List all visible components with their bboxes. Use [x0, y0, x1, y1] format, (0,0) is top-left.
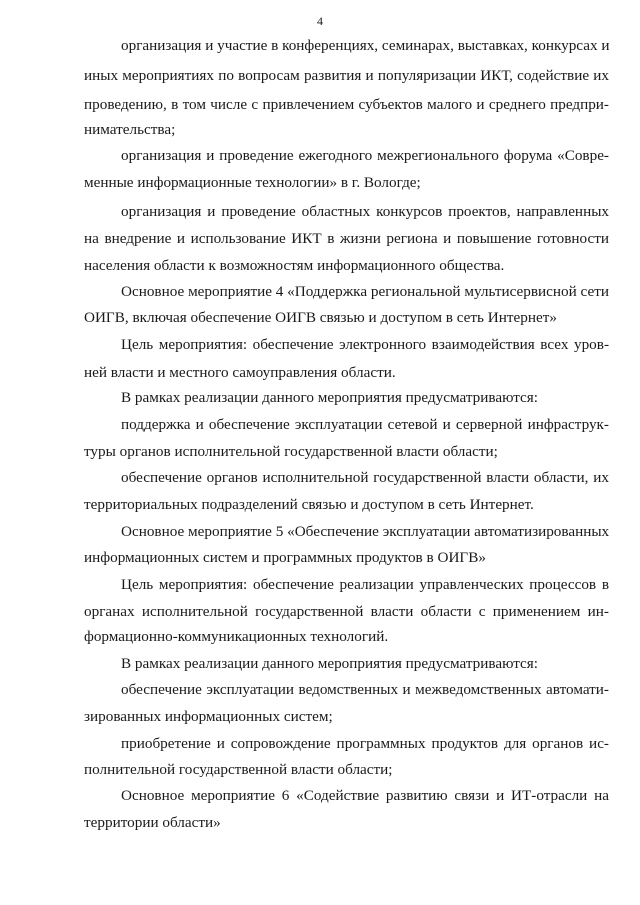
- text-line: формационно-коммуникационных технологий.: [84, 628, 389, 645]
- text-line: организация и проведение областных конкурсов проектов, направленных: [121, 203, 609, 220]
- text-line: обеспечение эксплуатации ведомственных и межведомственных автомати-: [121, 681, 609, 698]
- text-line: поддержка и обеспечение эксплуатации сетевой и серверной инфраструк-: [121, 416, 609, 433]
- text-line: ней власти и местного самоуправления области.: [84, 364, 396, 381]
- text-line: ОИГВ, включая обеспечение ОИГВ связью и доступом в сеть Интернет»: [84, 309, 557, 326]
- text-line: менные информационные технологии» в г. Вологде;: [84, 174, 421, 191]
- text-line: организация и участие в конференциях, семинарах, выставках, конкурсах и: [121, 37, 610, 54]
- text-line: Основное мероприятие 5 «Обеспечение эксплуатации автоматизированных: [121, 523, 610, 540]
- text-line: В рамках реализации данного мероприятия предусматриваются:: [121, 389, 539, 406]
- text-line: полнительной государственной власти области;: [84, 761, 393, 778]
- text-line: нимательства;: [84, 121, 176, 138]
- text-line: территориальных подразделений связью и доступом в сеть Интернет.: [84, 496, 534, 513]
- text-line: организация и проведение ежегодного межрегионального форума «Совре-: [121, 147, 609, 164]
- text-line: Цель мероприятия: обеспечение электронного взаимодействия всех уров-: [121, 336, 609, 353]
- text-line: на внедрение и использование ИКТ в жизни региона и повышение готовности: [84, 230, 609, 247]
- text-line: проведению, в том числе с привлечением субъектов малого и среднего предпри-: [84, 96, 609, 113]
- text-line: территории области»: [84, 814, 221, 831]
- text-line: информационных систем и программных продуктов в ОИГВ»: [84, 549, 486, 566]
- text-line: Цель мероприятия: обеспечение реализации управленческих процессов в: [121, 576, 609, 593]
- text-line: органах исполнительной государственной власти области с применением ин-: [84, 603, 609, 620]
- text-line: Основное мероприятие 4 «Поддержка региональной мультисервисной сети: [121, 283, 609, 300]
- text-line: приобретение и сопровождение программных продуктов для органов ис-: [121, 735, 609, 752]
- text-line: иных мероприятиях по вопросам развития и популяризации ИКТ, содействие их: [84, 67, 609, 84]
- text-line: населения области к возможностям информационного общества.: [84, 257, 505, 274]
- text-line: туры органов исполнительной государственной власти области;: [84, 443, 498, 460]
- text-line: Основное мероприятие 6 «Содействие развитию связи и ИТ-отрасли на: [121, 787, 609, 804]
- text-line: В рамках реализации данного мероприятия предусматриваются:: [121, 655, 539, 672]
- text-line: обеспечение органов исполнительной государственной власти области, их: [121, 469, 609, 486]
- page-number: 4: [317, 14, 323, 28]
- text-line: зированных информационных систем;: [84, 708, 333, 725]
